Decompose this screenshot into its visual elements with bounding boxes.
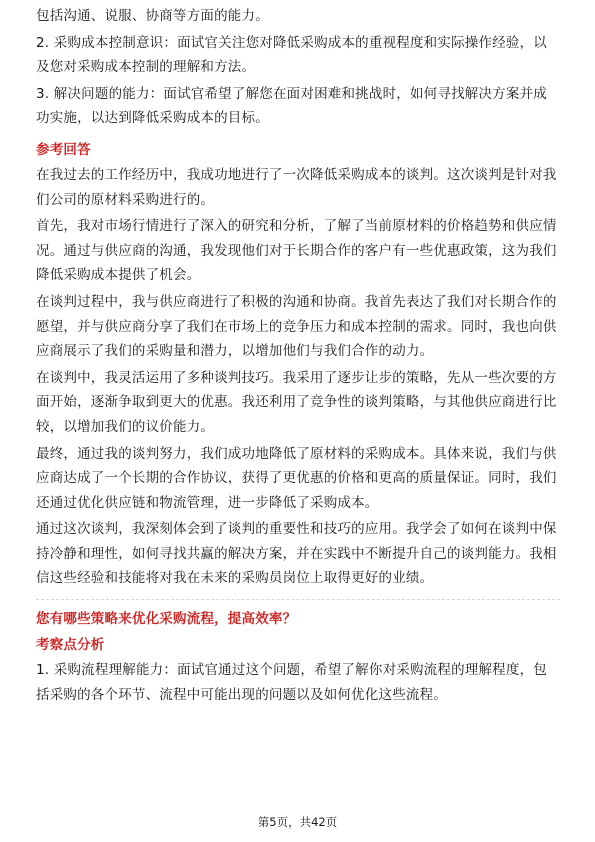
analysis-heading: 考察点分析 <box>36 637 105 654</box>
point-cost-control: 2. 采购成本控制意识：面试官关注您对降低采购成本的重视程度和实际操作经验，以及您对采购成本控制的理解和方法。 <box>36 34 547 76</box>
question-title: 您有哪些策略来优化采购流程，提高效率？ <box>36 611 297 628</box>
analysis-point: 1. 采购流程理解能力：面试官通过这个问题，希望了解你对采购流程的理解程度，包括采购的各个环节、流程中可能出现的问题以及如何优化这些流程。 <box>36 662 547 703</box>
answer-paragraph: 通过这次谈判，我深刻体会到了谈判的重要性和技巧的应用。我学会了如何在谈判中保持冷静和理性，如何寻找共赢的解决方案，并在实践中不断提升自己的谈判能力。我相信这些经验和技能将对我在未来的采购员岗位上取得更好的业绩。 <box>36 521 557 587</box>
answer-paragraph: 在谈判中，我灵活运用了多种谈判技巧。我采用了逐步让步的策略，先从一些次要的方面开始，逐渐争取到更大的优惠。我还利用了竞争性的谈判策略，与其他供应商进行比较，以增加我们的议价能力。 <box>36 369 557 435</box>
page-content <box>36 4 560 709</box>
point-problem-solving: 3. 解决问题的能力：面试官希望了解您在面对困难和挑战时，如何寻找解决方案并成功实施，以达到降低采购成本的目标。 <box>36 85 547 127</box>
reference-answer-heading: 参考回答 <box>36 141 91 158</box>
answer-paragraph: 在我过去的工作经历中，我成功地进行了一次降低采购成本的谈判。这次谈判是针对我们公司的原材料采购进行的。 <box>36 166 557 208</box>
section-divider <box>36 599 560 600</box>
answer-paragraph: 首先，我对市场行情进行了深入的研究和分析，了解了当前原材料的价格趋势和供应情况。通过与供应商的沟通，我发现他们对于长期合作的客户有一些优惠政策，这为我们降低采购成本提供了机会。 <box>36 218 557 284</box>
intro-tail-text: 包括沟通、说服、协商等方面的能力。 <box>36 8 269 24</box>
page-number-footer: 第5页，共42页 <box>257 815 338 829</box>
answer-paragraph: 在谈判过程中，我与供应商进行了积极的沟通和协商。我首先表达了我们对长期合作的愿望，并与供应商分享了我们在市场上的竞争压力和成本控制的需求。同时，我也向供应商展示了我们的采购量和潜力，以增加他们与我们合作的动力。 <box>36 293 557 360</box>
answer-paragraph: 最终，通过我的谈判努力，我们成功地降低了原材料的采购成本。具体来说，我们与供应商达成了一个长期的合作协议，获得了更优惠的价格和更高的质量保证。同时，我们还通过优化供应链和物流管理，进一步降低了采购成本。 <box>36 445 557 511</box>
